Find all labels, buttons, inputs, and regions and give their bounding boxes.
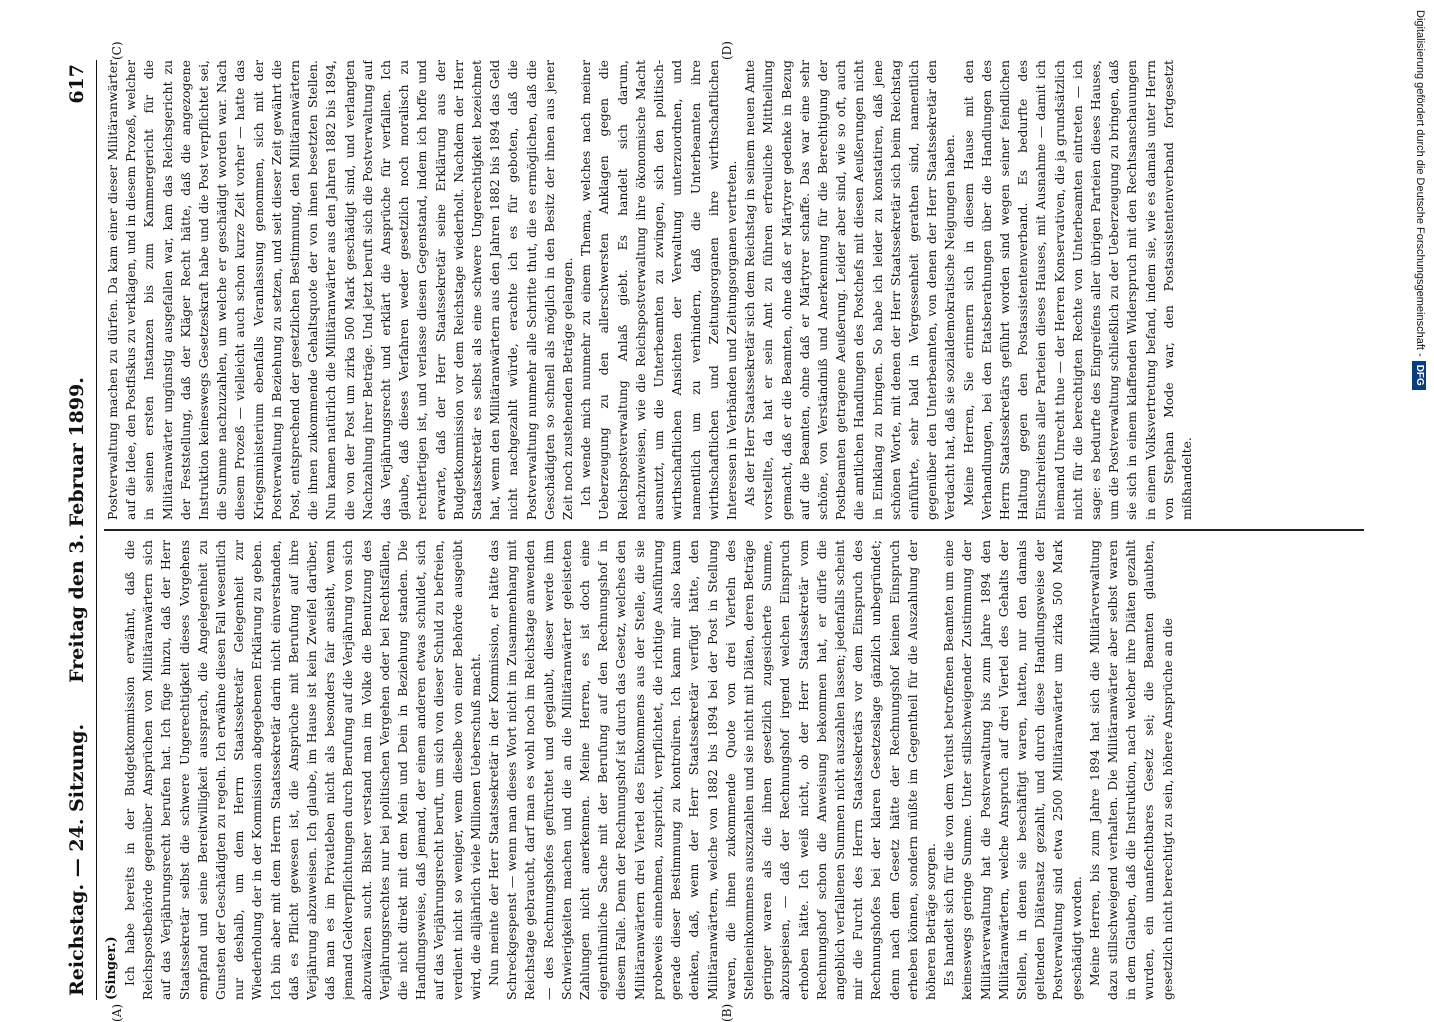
header-date: Freitag den 3. Februar 1899. — [66, 377, 88, 683]
page-header — [60, 60, 97, 1000]
paragraph: Ich wende mich nunmehr zu einem Thema, welches nach meiner Ueberzeugung zu den allerschwersten Anklagen gegen die Reichspostverwaltung Anlaß giebt. Es handelt sich darum, nachzuweisen, wie die Reichspostverwaltung ihre ökonomische Macht ausnutzt, um die Unterbeamten zu zwingen, sich den politisch-wirthschaftlichen Ansichten der Verwaltung unterzuordnen, und namentlich um zu verhindern, daß die Unterbeamten ihre wirthschaftlichen und Zeitungsorganen ihre wirthschaftlichen Interessen in Verbänden und Zeitungsorganen vertreten. — [578, 60, 739, 520]
right-column — [104, 60, 1364, 520]
section-marker-d: (D) — [720, 41, 734, 60]
section-marker-b: (B) — [720, 1003, 734, 1022]
header-session: Reichstag. — 24. Sitzung. — [66, 723, 88, 996]
digitization-credit — [1411, 10, 1429, 990]
paragraph: Postverwaltung machen zu dürfen. Da kam einer dieser Militäranwärter auf die Idee, den Postfiskus zu verklagen, und in diesem Prozeß, welcher in seinen ersten Instanzen bis zum Kammergericht für die Militäranwärter ungünstig ausgefallen war, kam das Reichsgericht zu der Feststellung, daß der Kläger Recht hätte, daß die angezogene Instruktion keineswegs Gesetzeskraft habe und die Post verpflichtet sei, die Summe nachzuzahlen, um welche er geschädigt worden war. Nach diesem Prozeß — vielleicht auch schon kurze Zeit vorher — hatte das Kriegsministerium ebenfalls Veranlassung genommen, sich mit der Postverwaltung in Beziehung zu setzen, und seit dieser Zeit gewährt die Post, entsprechend der gesetzlichen Bestimmung, den Militäranwärtern die ihnen zukommende Gehaltsquote der von ihnen besetzten Stellen. Nun kamen natürlich die Militäranwärter aus den Jahren 1882 bis 1894, die von der Post um zirka 500 Mark geschädigt sind, und verlangten Nachzahlung ihrer Beträge. Und jetzt beruft sich die Postverwaltung auf das Verjährungsrecht und erklärt die Ansprüche für verfallen. Ich glaube, daß dieses Verfahren weder gesetzlich noch moralisch zu rechtfertigen ist, und verlasse diesen Gegenstand, indem ich hoffe und erwarte, daß der Herr Staatssekretär seine Erklärung aus der Budgetkommission vor dem Reichstage wiederholt. Nachdem der Herr Staatssekretär es selbst als eine schwere Ungerechtigkeit bezeichnet hat, wenn den Militäranwärtern aus den Jahren 1882 bis 1894 das Geld nicht nachgezahlt würde, erachte ich es für geboten, daß die Postverwaltung nunmehr alle Schritte thut, die es ermöglichen, daß die Geschädigten so schnell als möglich in den Besitz der ihnen aus jener Zeit noch zustehenden Beträge gelangen. — [105, 60, 576, 520]
column-divider — [104, 530, 1364, 532]
paragraph: Ich habe bereits in der Budgetkommission erwähnt, daß die Reichspostbehörde gegenüber Ansprüchen von Militäranwärtern sich auf das Verjährungsrecht berufen hat. Ich füge hinzu, daß der Herr Staatssekretär selbst die schwere Ungerechtigkeit dieses Vorgehens empfand und seine Bereitwilligkeit aussprach, die Angelegenheit zu Gunsten der Geschädigten zu regeln. Ich erwähne diesen Fall wesentlich nur deshalb, um dem Herrn Staatssekretär Gelegenheit zur Wiederholung der in der Kommission abgegebenen Erklärung zu geben. Ich bin aber mit dem Herrn Staatssekretär darin nicht einverstanden, daß es Pflicht gewesen ist, die Ansprüche mit Berufung auf ihre Verjährung abzuweisen. Ich glaube, im Hause ist kein Zweifel darüber, daß man es im Privatleben nicht als besonders fair ansieht, wenn jemand Geldverpflichtungen durch Berufung auf die Verjährung von sich abzuwälzen sucht. Bisher verstand man im Volke die Benutzung des Verjährungsrechtes nur bei politischen Vergehen oder bei Rechtsfällen, die nicht direkt mit dem Mein und Dein in Beziehung standen. Die Handlungsweise, daß jemand, der einem anderen etwas schuldet, sich auf das Verjährungsrecht beruft, um sich von dieser Schuld zu befreien, verdient nicht so weniger, wenn dieselbe von einer Behörde ausgeübt wird, die alljährlich viele Millionen Ueberschuß macht. — [122, 540, 483, 1000]
paragraph: Nun meinte der Herr Staatssekretär in der Kommission, er hätte das Schreckgespenst — wenn man dieses Wort nicht im Zusammenhang mit Reichstage gebraucht, darf man es wohl noch im Reichstage anwenden — des Rechnungshofes gefürchtet und geglaubt, dieser werde ihm Schwierigkeiten machen und die an die Militäranwärter geleisteten Zahlungen nicht anerkennen. Meine Herren, es ist doch eine eigenthümliche Sache mit der Berufung auf den Rechnungshof in diesem Falle. Denn der Rechnungshof ist durch das Gesetz, welches den Militäranwärtern drei Viertel des Einkommens aus der Stelle, die sie probeweis einnehmen, zuspricht, verpflichtet, die richtige Ausführung gerade dieser Bestimmung zu kontroliren. Ich kann mir also kaum denken, daß, wenn der Herr Staatssekretär verfügt hätte, den Militäranwärtern, welche von 1882 bis 1894 bei der Post in Stellung waren, die ihnen zukommende Quote von drei Vierteln des Stelleneinkommens auszuzahlen und sie nicht mit Diäten, deren Beträge geringer waren als die ihnen gesetzlich zugesicherte Summe, abzuspeisen, — daß der Rechnungshof irgend welchen Einspruch erhoben hätte. Ich weiß nicht, ob der Herr Staatssekretär vom Rechnungshof schon die Anweisung bekommen hat, er dürfe die angeblich verfallenen Summen nicht auszahlen lassen; jedenfalls scheint mir die Furcht des Herrn Staatssekretärs vor dem Einspruch des Rechnungshofes bei der klaren Gesetzeslage gänzlich unbegründet; denn nach dem Gesetz hätte der Rechnungshof keinen Einspruch erheben können, sondern müßte im Gegentheil für die Auszahlung der höheren Beträge sorgen. — [486, 540, 938, 1000]
credit-text: Digitalisierung gefördert durch die Deutsche Forschungsgemeinschaft - — [1414, 10, 1426, 357]
left-column — [104, 540, 1364, 1000]
dfg-logo: DFG — [1412, 361, 1426, 390]
page-number: 617 — [66, 64, 88, 104]
section-marker-a: (A) — [110, 1003, 124, 1022]
speaker-name: (Singer.) — [104, 936, 119, 1000]
paragraph: Als der Herr Staatssekretär sich dem Reichstag in seinem neuen Amte vorstellte, da hat er sein Amt zu führen erfreuliche Mittheilung gemacht, daß er die Beamten, ohne daß er Märtyrer gedenke in Bezug auf die Beamten, ohne daß er Märtyrer schaffe. Das war eine sehr schöne, von Verständniß und Anerkennung für die Berechtigung der Postbeamten getragene Aeußerung. Leider aber sind, wie so oft, auch die amtlichen Handlungen des Postchefs mit diesen Aeußerungen nicht in Einklang zu bringen. So habe ich leider zu konstatiren, daß jene schönen Worte, mit denen der Herr Staatssekretär sich beim Reichstag einführte, sehr bald in Vergessenheit gerathen sind, namentlich gegenüber den Unterbeamten, von denen der Herr Staatssekretär den Verdacht hat, daß sie sozialdemokratische Neigungen haben. — [742, 60, 958, 520]
paragraph: Es handelt sich für die von dem Verlust betroffenen Beamten um eine keineswegs geringe Summe. Unter stillschweigender Zustimmung der Militärverwaltung hat die Postverwaltung bis zum Jahre 1894 den Militäranwärtern, welche Anspruch auf drei Viertel des Gehalts der Stellen, in denen sie beschäftigt waren, hatten, nur den damals geltenden Diätensatz gezahlt, und durch diese Handlungsweise der Postverwaltung sind etwa 2500 Militäranwärter um zirka 500 Mark geschädigt worden. — [941, 540, 1084, 1000]
paragraph: Meine Herren, bis zum Jahre 1894 hat sich die Militärverwaltung dazu stillschweigend verhalten. Die Militäranwärter aber selbst waren in dem Glauben, daß die Instruktion, nach welcher ihre Diäten gezahlt wurden, ein unanfechtbares Gesetz sei; die Beamten glaubten, gesetzlich nicht berechtigt zu sein, höhere Ansprüche an die — [1086, 540, 1175, 1000]
section-marker-c: (C) — [110, 41, 124, 60]
paragraph: Meine Herren, Sie erinnern sich in diesem Hause mit den Verhandlungen, bei den Etatsberathungen über die Handlungen des Herrn Staatssekretärs geführt worden sind wegen seiner feindlichen Haltung gegen den Postassistentenverband. Es bedurfte des Einschreitens aller Parteien dieses Hauses, mit Ausnahme — damit ich niemand Unrecht thue — der Herren Konservativen, die ja grundsätzlich nicht für die berechtigten Rechte von Unterbeamten eintreten — ich sage: es bedurfte des Eingreifens aller übrigen Parteien dieses Hauses, um die Postverwaltung schließlich zu der Ueberzeugung zu bringen, daß sie sich in einem klaffenden Widerspruch mit den Rechtsanschauungen in einem Volksvertretung befand, indem sie, wie es damals unter Herrn von Stephan Mode war, den Postassistentenverband fortgesetzt mißhandelte. — [960, 60, 1194, 520]
scanned-page — [60, 41, 1370, 1022]
